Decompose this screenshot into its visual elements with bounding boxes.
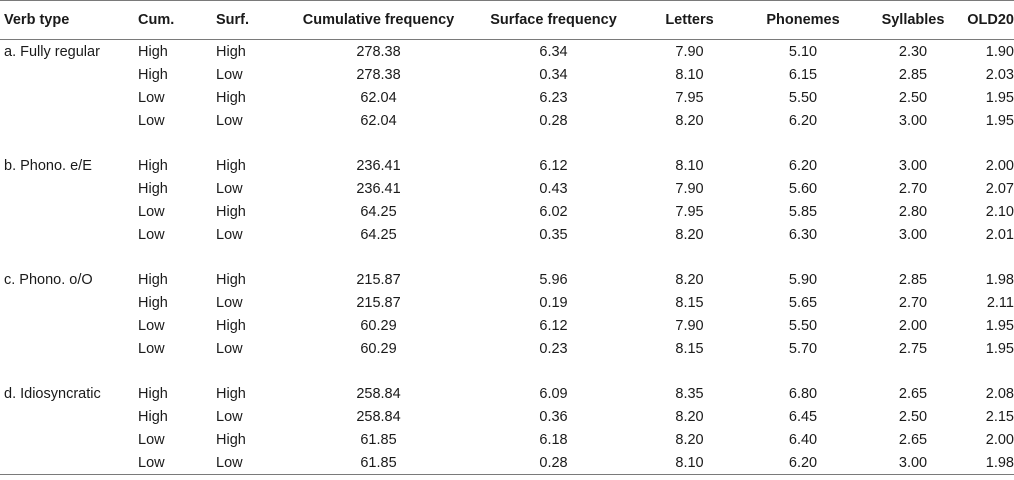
cum-cell: High — [138, 408, 168, 425]
verb-type-empty-cell — [0, 177, 138, 200]
verb-type-empty-cell — [0, 223, 138, 246]
surface-frequency-cell: 6.34 — [539, 43, 568, 60]
table-row — [0, 86, 1014, 109]
surf-cell: Low — [216, 226, 243, 243]
surf-cell: High — [216, 89, 246, 106]
syllables-cell: 3.00 — [898, 226, 928, 243]
cum-cell: Low — [138, 317, 165, 334]
syllables-cell: 2.65 — [898, 431, 928, 448]
header-surf: Surf. — [216, 1, 286, 40]
table-row — [0, 154, 1014, 177]
header-row — [0, 1, 1014, 40]
cumulative-frequency-cell: 236.41 — [356, 180, 401, 197]
phonemes-cell: 5.60 — [788, 180, 818, 197]
syllables-cell: 2.65 — [898, 385, 928, 402]
table-row — [0, 337, 1014, 360]
letters-cell: 8.15 — [675, 294, 704, 311]
surf-cell: Low — [216, 294, 243, 311]
syllables-cell: 2.50 — [898, 408, 928, 425]
verb-type-label: d. Idiosyncratic — [4, 385, 101, 402]
old20-cell: 2.08 — [985, 385, 1014, 402]
surface-frequency-cell: 0.35 — [539, 226, 568, 243]
cumulative-frequency-cell: 64.25 — [360, 203, 397, 220]
table-row — [0, 291, 1014, 314]
surface-frequency-cell: 0.34 — [539, 66, 568, 83]
letters-cell: 8.15 — [675, 340, 704, 357]
phonemes-cell: 6.20 — [788, 157, 818, 174]
surf-cell: High — [216, 203, 246, 220]
cum-cell: Low — [138, 203, 165, 220]
group-spacer-row — [0, 360, 1014, 382]
table-row — [0, 268, 1014, 291]
group-spacer-cell — [0, 360, 1014, 382]
table-row — [0, 314, 1014, 337]
table-row — [0, 109, 1014, 132]
cumulative-frequency-cell: 60.29 — [360, 340, 397, 357]
surface-frequency-cell: 6.18 — [539, 431, 568, 448]
cum-cell: High — [138, 66, 168, 83]
table-row — [0, 223, 1014, 246]
verb-type-label: c. Phono. o/O — [4, 271, 93, 288]
cumulative-frequency-cell: 215.87 — [356, 271, 401, 288]
cum-cell: High — [138, 43, 168, 60]
old20-cell: 1.98 — [963, 451, 1014, 475]
syllables-cell: 2.50 — [898, 89, 928, 106]
letters-cell: 8.10 — [675, 157, 704, 174]
cumulative-frequency-cell: 258.84 — [356, 408, 401, 425]
phonemes-cell: 5.70 — [788, 340, 818, 357]
syllables-cell: 3.00 — [863, 451, 963, 475]
table-row — [0, 40, 1014, 64]
table-body — [0, 40, 1014, 475]
group-spacer-row — [0, 132, 1014, 154]
syllables-cell: 2.70 — [898, 180, 928, 197]
letters-cell: 8.20 — [675, 271, 704, 288]
surface-frequency-cell: 0.28 — [471, 451, 636, 475]
cumulative-frequency-cell: 215.87 — [356, 294, 401, 311]
surface-frequency-cell: 6.09 — [539, 385, 568, 402]
syllables-cell: 2.85 — [898, 271, 928, 288]
letters-cell: 8.35 — [675, 385, 704, 402]
phonemes-cell: 6.15 — [788, 66, 818, 83]
cum-cell: Low — [138, 89, 165, 106]
old20-cell: 2.15 — [985, 408, 1014, 425]
surf-cell: High — [216, 43, 246, 60]
surface-frequency-cell: 0.43 — [539, 180, 568, 197]
surface-frequency-cell: 6.02 — [539, 203, 568, 220]
cum-cell: High — [138, 294, 168, 311]
cum-cell: High — [138, 385, 168, 402]
phonemes-cell: 5.50 — [788, 317, 818, 334]
old20-cell: 2.00 — [985, 157, 1014, 174]
surf-cell: High — [216, 431, 246, 448]
surface-frequency-cell: 0.19 — [539, 294, 568, 311]
old20-cell: 1.95 — [985, 112, 1014, 129]
letters-cell: 8.20 — [675, 431, 704, 448]
surf-cell: Low — [216, 180, 243, 197]
header-phonemes: Phonemes — [743, 1, 863, 40]
header-letters: Letters — [636, 1, 743, 40]
old20-cell: 1.95 — [985, 317, 1014, 334]
verb-type-empty-cell — [0, 109, 138, 132]
phonemes-cell: 5.50 — [788, 89, 818, 106]
cumulative-frequency-cell: 278.38 — [356, 66, 401, 83]
table-row — [0, 177, 1014, 200]
header-surface-frequency: Surface frequency — [471, 1, 636, 40]
surf-cell: Low — [216, 66, 243, 83]
surf-cell: High — [216, 317, 246, 334]
surf-cell: High — [216, 271, 246, 288]
letters-cell: 8.20 — [675, 226, 704, 243]
surface-frequency-cell: 0.36 — [539, 408, 568, 425]
syllables-cell: 2.70 — [898, 294, 928, 311]
cumulative-frequency-cell: 62.04 — [360, 89, 397, 106]
syllables-cell: 2.00 — [898, 317, 928, 334]
letters-cell: 7.95 — [675, 203, 704, 220]
cum-cell: Low — [138, 431, 165, 448]
letters-cell: 7.90 — [675, 43, 704, 60]
phonemes-cell: 6.45 — [788, 408, 818, 425]
surface-frequency-cell: 6.23 — [539, 89, 568, 106]
cumulative-frequency-cell: 61.85 — [286, 451, 471, 475]
table-row — [0, 200, 1014, 223]
table-row — [0, 382, 1014, 405]
syllables-cell: 2.75 — [898, 340, 928, 357]
cumulative-frequency-cell: 62.04 — [360, 112, 397, 129]
surface-frequency-cell: 0.23 — [539, 340, 568, 357]
phonemes-cell: 5.85 — [788, 203, 818, 220]
table-row — [0, 63, 1014, 86]
surf-cell: High — [216, 385, 246, 402]
old20-cell: 2.03 — [985, 66, 1014, 83]
table-row — [0, 405, 1014, 428]
group-spacer-cell — [0, 132, 1014, 154]
cumulative-frequency-cell: 60.29 — [360, 317, 397, 334]
verb-type-empty-cell — [0, 451, 138, 475]
surface-frequency-cell: 0.28 — [539, 112, 568, 129]
syllables-cell: 3.00 — [898, 157, 928, 174]
letters-cell: 8.20 — [675, 408, 704, 425]
cumulative-frequency-cell: 61.85 — [360, 431, 397, 448]
phonemes-cell: 5.90 — [788, 271, 818, 288]
header-old20: OLD20 — [963, 1, 1014, 40]
phonemes-cell: 6.40 — [788, 431, 818, 448]
surf-cell: Low — [216, 112, 243, 129]
group-spacer-cell — [0, 246, 1014, 268]
surf-cell: Low — [216, 451, 286, 475]
cum-cell: Low — [138, 226, 165, 243]
cumulative-frequency-cell: 258.84 — [356, 385, 401, 402]
verb-type-empty-cell — [0, 428, 138, 451]
old20-cell: 1.90 — [985, 43, 1014, 60]
surface-frequency-cell: 5.96 — [539, 271, 568, 288]
letters-cell: 8.20 — [675, 112, 704, 129]
verb-type-empty-cell — [0, 405, 138, 428]
letters-cell: 7.95 — [675, 89, 704, 106]
old20-cell: 1.95 — [985, 340, 1014, 357]
surf-cell: Low — [216, 408, 243, 425]
cum-cell: High — [138, 180, 168, 197]
verb-type-empty-cell — [0, 63, 138, 86]
header-cumulative-frequency: Cumulative frequency — [286, 1, 471, 40]
table-row — [0, 451, 1014, 475]
surf-cell: High — [216, 157, 246, 174]
syllables-cell: 2.85 — [898, 66, 928, 83]
surface-frequency-cell: 6.12 — [539, 317, 568, 334]
letters-cell: 8.10 — [675, 66, 704, 83]
table-header — [0, 1, 1014, 40]
cumulative-frequency-cell: 64.25 — [360, 226, 397, 243]
group-spacer-row — [0, 246, 1014, 268]
phonemes-cell: 6.30 — [788, 226, 818, 243]
verb-type-empty-cell — [0, 200, 138, 223]
surface-frequency-cell: 6.12 — [539, 157, 568, 174]
syllables-cell: 2.30 — [898, 43, 928, 60]
cumulative-frequency-cell: 236.41 — [356, 157, 401, 174]
cum-cell: Low — [138, 451, 216, 475]
header-cum: Cum. — [138, 1, 216, 40]
phonemes-cell: 5.65 — [788, 294, 818, 311]
cum-cell: Low — [138, 340, 165, 357]
old20-cell: 2.00 — [985, 431, 1014, 448]
verb-type-label: a. Fully regular — [4, 43, 100, 60]
verb-type-empty-cell — [0, 337, 138, 360]
phonemes-cell: 5.10 — [788, 43, 818, 60]
cum-cell: High — [138, 271, 168, 288]
verb-type-empty-cell — [0, 291, 138, 314]
syllables-cell: 2.80 — [898, 203, 928, 220]
letters-cell: 7.90 — [675, 180, 704, 197]
cum-cell: High — [138, 157, 168, 174]
phonemes-cell: 6.20 — [788, 112, 818, 129]
old20-cell: 2.01 — [985, 226, 1014, 243]
phonemes-cell: 6.80 — [788, 385, 818, 402]
verb-type-empty-cell — [0, 314, 138, 337]
old20-cell: 2.07 — [985, 180, 1014, 197]
old20-cell: 1.98 — [985, 271, 1014, 288]
header-syllables: Syllables — [863, 1, 963, 40]
surf-cell: Low — [216, 340, 243, 357]
header-verb-type: Verb type — [0, 1, 138, 40]
cumulative-frequency-cell: 278.38 — [356, 43, 401, 60]
table-row — [0, 428, 1014, 451]
old20-cell: 1.95 — [985, 89, 1014, 106]
verb-type-label: b. Phono. e/E — [4, 157, 92, 174]
phonemes-cell: 6.20 — [743, 451, 863, 475]
letters-cell: 8.10 — [636, 451, 743, 475]
letters-cell: 7.90 — [675, 317, 704, 334]
old20-cell: 2.10 — [985, 203, 1014, 220]
cum-cell: Low — [138, 112, 165, 129]
syllables-cell: 3.00 — [898, 112, 928, 129]
old20-cell: 2.11 — [986, 294, 1014, 311]
verb-type-empty-cell — [0, 86, 138, 109]
